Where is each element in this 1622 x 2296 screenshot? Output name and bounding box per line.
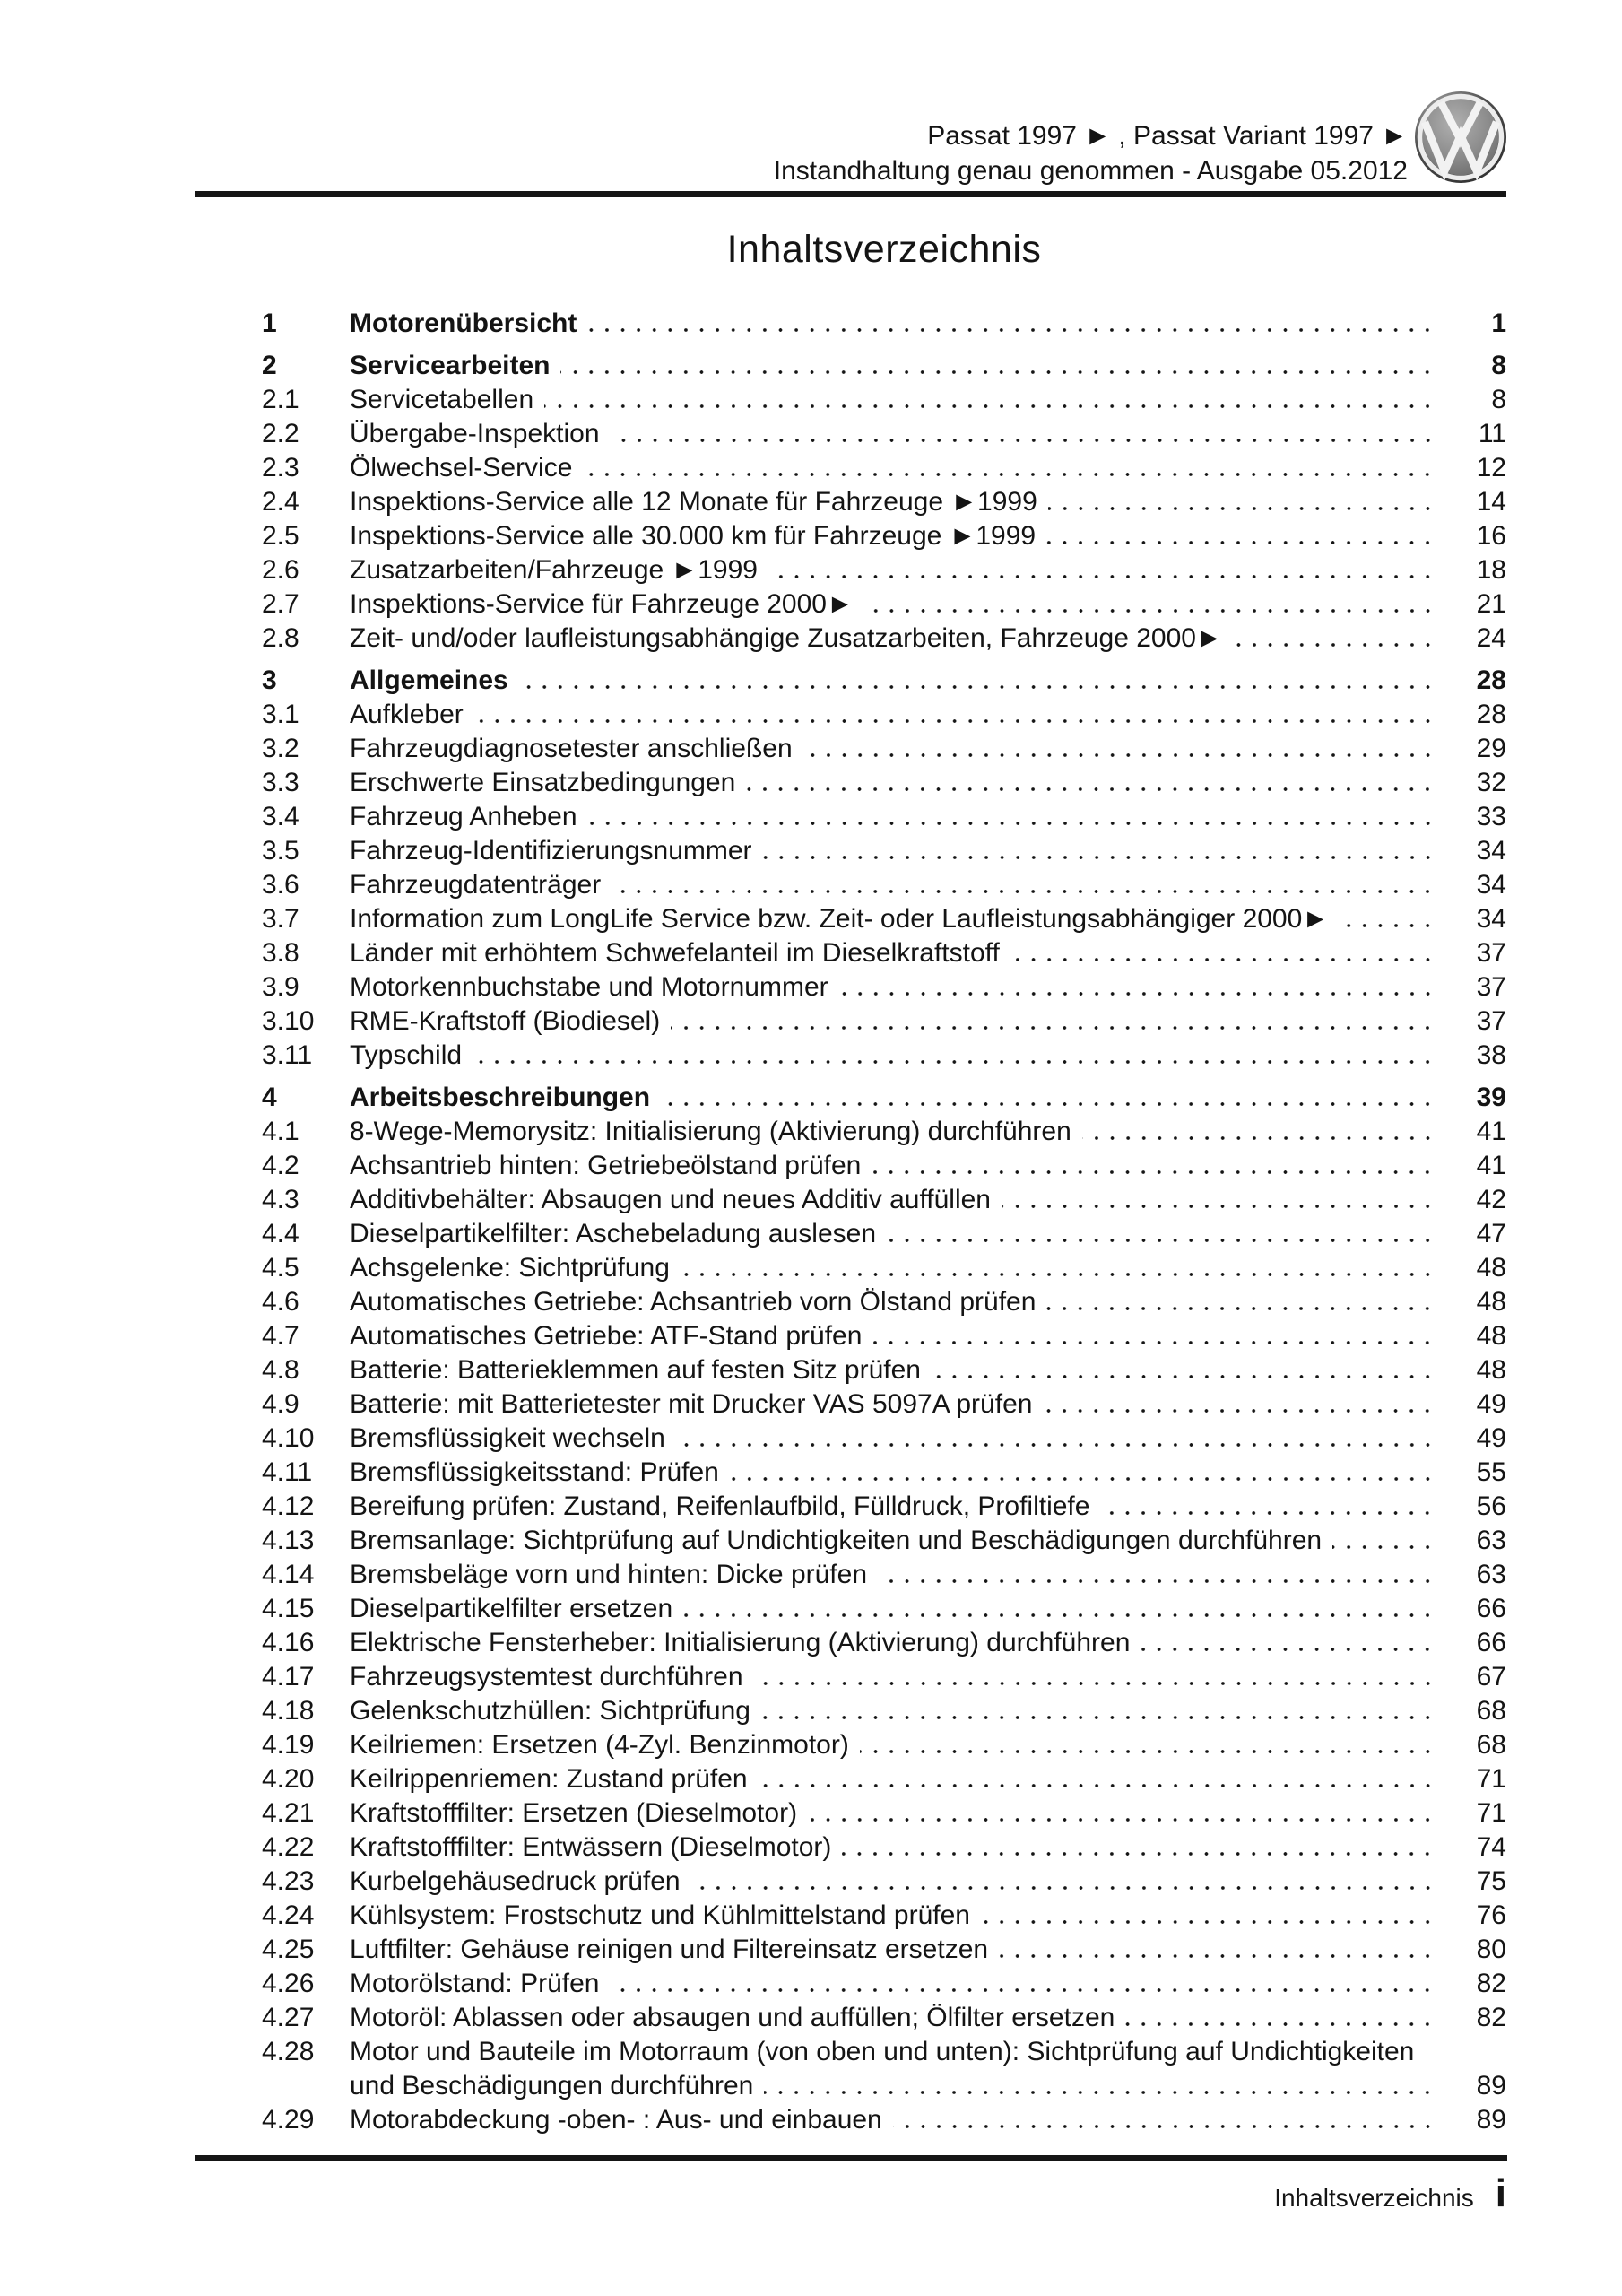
toc-entry-page: 48 — [1476, 1355, 1506, 1385]
toc-entry-number: 4.23 — [262, 1866, 315, 1896]
toc-entry — [262, 417, 1506, 451]
toc-entry-page: 34 — [1476, 870, 1506, 900]
toc-entry-page: 33 — [1476, 802, 1506, 831]
toc-entry-label: Kraftstofffilter: Ersetzen (Dieselmotor) — [350, 1798, 798, 1828]
dot-leader — [1046, 519, 1436, 553]
toc-entry — [262, 1081, 1506, 1115]
toc-entry-label: Luftfilter: Gehäuse reinigen und Filtereinsatz ersetzen — [350, 1935, 989, 1964]
toc-entry-label: Aufkleber — [350, 700, 464, 729]
toc-entry-page: 71 — [1476, 1798, 1506, 1828]
dot-leader — [759, 1762, 1436, 1796]
toc-entry-number: 4.16 — [262, 1628, 315, 1657]
toc-entry-page: 37 — [1476, 938, 1506, 968]
toc-entry-number: 4.26 — [262, 1969, 315, 1998]
dot-leader — [754, 1660, 1436, 1694]
toc-entry-page: 49 — [1476, 1389, 1506, 1419]
toc-entry-label: Inspektions-Service alle 12 Monate für Fahrzeuge ►1999 — [350, 487, 1037, 517]
dot-leader — [544, 383, 1436, 417]
toc-entry — [262, 1967, 1506, 2001]
toc-entry-number: 4.21 — [262, 1798, 315, 1828]
toc-entry — [262, 1899, 1506, 1933]
toc-entry-number: 4.7 — [262, 1321, 299, 1351]
toc-entry-label: Fahrzeugdiagnosetester anschließen — [350, 734, 793, 763]
toc-entry-label: Batterie: mit Batterietester mit Drucker VAS 5097A prüfen — [350, 1389, 1033, 1419]
toc-entry-number: 3.3 — [262, 768, 299, 797]
toc-entry — [262, 1694, 1506, 1728]
dot-leader — [746, 766, 1436, 800]
toc-entry-number: 4.29 — [262, 2105, 315, 2135]
toc-entry-number: 4.4 — [262, 1219, 299, 1248]
toc-entry-number: 3.6 — [262, 870, 299, 900]
toc-list — [262, 299, 1506, 2137]
toc-entry-page: 48 — [1476, 1287, 1506, 1317]
toc-entry — [262, 766, 1506, 800]
toc-entry-page: 89 — [1476, 2105, 1506, 2135]
dot-leader — [560, 349, 1436, 383]
toc-entry — [262, 698, 1506, 732]
dot-leader — [803, 732, 1436, 766]
toc-entry-number: 4.2 — [262, 1151, 299, 1180]
toc-entry-page: 63 — [1476, 1560, 1506, 1589]
toc-entry-number: 4.22 — [262, 1832, 315, 1862]
dot-leader — [872, 1319, 1436, 1353]
dot-leader — [588, 800, 1436, 834]
toc-entry-page: 67 — [1476, 1662, 1506, 1692]
dot-leader — [474, 698, 1436, 732]
toc-entry-number: 2.4 — [262, 487, 299, 517]
toc-entry-page: 82 — [1476, 1969, 1506, 1998]
toc-entry-label: Länder mit erhöhtem Schwefelanteil im Dieselkraftstoff — [350, 938, 1000, 968]
dot-leader — [1002, 1183, 1436, 1217]
toc-entry-number: 4.6 — [262, 1287, 299, 1317]
dot-leader — [661, 1081, 1436, 1115]
toc-entry-page: 14 — [1476, 487, 1506, 517]
toc-entry-label: Gelenkschutzhüllen: Sichtprüfung — [350, 1696, 750, 1726]
toc-entry — [262, 1728, 1506, 1762]
toc-entry-page: 76 — [1476, 1900, 1506, 1930]
toc-entry-label-continued: und Beschädigungen durchführen — [350, 2071, 754, 2100]
toc-entry-page: 28 — [1476, 700, 1506, 729]
toc-entry — [262, 1865, 1506, 1899]
toc-entry-page: 82 — [1476, 2003, 1506, 2032]
toc-entry — [262, 1004, 1506, 1039]
toc-entry-number: 2.1 — [262, 385, 299, 414]
toc-entry — [262, 1217, 1506, 1251]
toc-entry — [262, 383, 1506, 417]
toc-entry — [262, 485, 1506, 519]
toc-entry-number: 2.7 — [262, 589, 299, 619]
toc-entry-number: 4.3 — [262, 1185, 299, 1214]
toc-entry-number: 4.24 — [262, 1900, 315, 1930]
toc-entry-number: 2 — [262, 351, 277, 380]
toc-entry-page: 8 — [1491, 351, 1506, 380]
toc-entry-number: 3.4 — [262, 802, 299, 831]
toc-entry-page: 66 — [1476, 1594, 1506, 1623]
dot-leader — [1340, 902, 1436, 936]
dot-leader — [1043, 1387, 1436, 1422]
dot-leader — [1010, 936, 1436, 970]
toc-entry-label: Fahrzeugsystemtest durchführen — [350, 1662, 743, 1692]
toc-entry-label: Allgemeines — [350, 665, 508, 695]
toc-entry — [262, 553, 1506, 587]
toc-entry-label: Fahrzeug Anheben — [350, 802, 577, 831]
toc-entry-label: Übergabe-Inspektion — [350, 419, 600, 448]
toc-entry — [262, 1387, 1506, 1422]
dot-leader — [872, 1149, 1436, 1183]
toc-entry-label: Kurbelgehäusedruck prüfen — [350, 1866, 681, 1896]
toc-entry-label: Elektrische Fensterheber: Initialisierung (Aktivierung) durchführen — [350, 1628, 1131, 1657]
toc-entry-label: Servicearbeiten — [350, 351, 551, 380]
toc-entry — [262, 451, 1506, 485]
toc-entry — [262, 2035, 1506, 2103]
toc-entry-page: 56 — [1476, 1492, 1506, 1521]
toc-entry-number: 3.7 — [262, 904, 299, 934]
dot-leader — [893, 2103, 1436, 2137]
toc-entry-label: Keilrippenriemen: Zustand prüfen — [350, 1764, 748, 1794]
toc-entry-label: Bremsanlage: Sichtprüfung auf Undichtigkeiten und Beschädigungen durchführen — [350, 1526, 1323, 1555]
toc-entry-number: 3.8 — [262, 938, 299, 968]
toc-entry-page: 37 — [1476, 1006, 1506, 1036]
toc-entry-page: 29 — [1476, 734, 1506, 763]
toc-entry — [262, 902, 1506, 936]
dot-leader — [1082, 1115, 1436, 1149]
toc-entry-label: Motor und Bauteile im Motorraum (von oben und unten): Sichtprüfung auf Undichtigkeiten — [350, 2037, 1415, 2066]
toc-entry-label: Batterie: Batterieklemmen auf festen Sitz prüfen — [350, 1355, 921, 1385]
dot-leader — [860, 1728, 1436, 1762]
toc-entry-label: Motoröl: Ablassen oder absaugen und auffüllen; Ölfilter ersetzen — [350, 2003, 1115, 2032]
toc-entry-label: Servicetabellen — [350, 385, 534, 414]
toc-entry-page: 37 — [1476, 972, 1506, 1002]
toc-entry-page: 75 — [1476, 1866, 1506, 1896]
toc-entry-page: 55 — [1476, 1457, 1506, 1487]
toc-entry-page: 49 — [1476, 1423, 1506, 1453]
toc-entry-number: 3 — [262, 665, 277, 695]
header-rule — [195, 191, 1506, 197]
toc-entry-number: 4.19 — [262, 1730, 315, 1760]
toc-entry-page: 18 — [1476, 555, 1506, 585]
dot-leader — [1234, 622, 1436, 656]
toc-entry-page: 8 — [1491, 385, 1506, 414]
toc-entry — [262, 1626, 1506, 1660]
toc-entry-label: Bereifung prüfen: Zustand, Reifenlaufbild, Fülldruck, Profiltiefe — [350, 1492, 1090, 1521]
toc-entry-page: 63 — [1476, 1526, 1506, 1555]
toc-entry-label: Bremsflüssigkeitsstand: Prüfen — [350, 1457, 719, 1487]
dot-leader — [864, 587, 1436, 622]
toc-entry-number: 3.11 — [262, 1040, 313, 1070]
toc-entry — [262, 1353, 1506, 1387]
toc-entry — [262, 834, 1506, 868]
toc-entry-page: 71 — [1476, 1764, 1506, 1794]
toc-entry-page: 24 — [1476, 623, 1506, 653]
toc-entry-label: Zeit- und/oder laufleistungsabhängige Zusatzarbeiten, Fahrzeuge 2000► — [350, 623, 1223, 653]
dot-leader — [878, 1558, 1436, 1592]
toc-entry-number: 4.25 — [262, 1935, 315, 1964]
toc-entry — [262, 1660, 1506, 1694]
toc-entry-number: 4.18 — [262, 1696, 315, 1726]
toc-entry-page: 68 — [1476, 1696, 1506, 1726]
dot-leader — [764, 2069, 1436, 2103]
toc-entry — [262, 519, 1506, 553]
dot-leader — [1048, 485, 1436, 519]
toc-entry — [262, 1524, 1506, 1558]
footer-page-number: i — [1495, 2171, 1506, 2215]
toc-entry — [262, 1149, 1506, 1183]
toc-entry — [262, 1251, 1506, 1285]
toc-entry-number: 2.3 — [262, 453, 299, 483]
toc-entry-label: Fahrzeugdatenträger — [350, 870, 602, 900]
toc-entry-label: Automatisches Getriebe: Achsantrieb vorn Ölstand prüfen — [350, 1287, 1037, 1317]
toc-entry-label: Ölwechsel-Service — [350, 453, 573, 483]
dot-leader — [681, 1251, 1436, 1285]
toc-entry-page: 47 — [1476, 1219, 1506, 1248]
toc-entry — [262, 1762, 1506, 1796]
toc-entry — [262, 1456, 1506, 1490]
toc-entry-number: 4.28 — [262, 2037, 315, 2066]
toc-entry-number: 4.20 — [262, 1764, 315, 1794]
toc-entry-page: 32 — [1476, 768, 1506, 797]
toc-entry-page: 48 — [1476, 1253, 1506, 1283]
toc-entry-page: 39 — [1476, 1083, 1506, 1112]
toc-entry — [262, 1490, 1506, 1524]
toc-entry-label: Keilriemen: Ersetzen (4-Zyl. Benzinmotor) — [350, 1730, 849, 1760]
toc-entry-number: 3.5 — [262, 836, 299, 865]
dot-leader — [999, 1933, 1436, 1967]
toc-entry-page: 16 — [1476, 521, 1506, 551]
toc-entry-number: 4.13 — [262, 1526, 315, 1555]
toc-entry-number: 4.27 — [262, 2003, 315, 2032]
dot-leader — [887, 1217, 1436, 1251]
dot-leader — [808, 1796, 1436, 1831]
vw-logo-icon — [1414, 90, 1507, 185]
toc-entry-page: 11 — [1478, 419, 1506, 448]
toc-entry-number: 2.5 — [262, 521, 299, 551]
toc-entry-number: 2.8 — [262, 623, 299, 653]
dot-leader — [1100, 1490, 1436, 1524]
toc-entry-label: 8-Wege-Memorysitz: Initialisierung (Aktivierung) durchführen — [350, 1117, 1071, 1146]
toc-entry — [262, 349, 1506, 383]
toc-entry — [262, 868, 1506, 902]
toc-entry — [262, 1831, 1506, 1865]
dot-leader — [519, 664, 1436, 698]
toc-entry-label: Automatisches Getriebe: ATF-Stand prüfen — [350, 1321, 863, 1351]
footer-rule — [195, 2155, 1507, 2161]
toc-entry-label: Additivbehälter: Absaugen und neues Additiv auffüllen — [350, 1185, 991, 1214]
toc-entry-number: 4.12 — [262, 1492, 315, 1521]
toc-entry-page: 89 — [1476, 2071, 1506, 2100]
toc-entry-page: 34 — [1476, 836, 1506, 865]
toc-entry-label: Arbeitsbeschreibungen — [350, 1083, 651, 1112]
dot-leader — [612, 868, 1436, 902]
toc-entry-label: Motorenübersicht — [350, 309, 577, 338]
toc-entry — [262, 622, 1506, 656]
dot-leader — [610, 1967, 1436, 2001]
toc-entry-page: 80 — [1476, 1935, 1506, 1964]
toc-entry-label: Fahrzeug-Identifizierungsnummer — [350, 836, 752, 865]
toc-entry-page: 38 — [1476, 1040, 1506, 1070]
dot-leader — [1046, 1285, 1436, 1319]
dot-leader — [1125, 2001, 1436, 2035]
toc-entry-number: 4.1 — [262, 1117, 299, 1146]
toc-entry-label: Motorkennbuchstabe und Motornummer — [350, 972, 828, 1002]
toc-entry — [262, 1796, 1506, 1831]
toc-entry-label: Bremsbeläge vorn und hinten: Dicke prüfen — [350, 1560, 868, 1589]
toc-entry-page: 48 — [1476, 1321, 1506, 1351]
toc-entry-label: Motorabdeckung -oben- : Aus- und einbauen — [350, 2105, 882, 2135]
toc-entry — [262, 587, 1506, 622]
toc-entry-page: 42 — [1476, 1185, 1506, 1214]
toc-entry-label: Achsgelenke: Sichtprüfung — [350, 1253, 670, 1283]
toc-entry — [262, 936, 1506, 970]
dot-leader — [1141, 1626, 1436, 1660]
dot-leader — [583, 451, 1436, 485]
toc-entry-number: 3.9 — [262, 972, 299, 1002]
dot-leader — [1332, 1524, 1436, 1558]
toc-entry-page: 66 — [1476, 1628, 1506, 1657]
dot-leader — [611, 417, 1436, 451]
toc-entry — [262, 1285, 1506, 1319]
toc-entry — [262, 1115, 1506, 1149]
toc-entry — [262, 1319, 1506, 1353]
dot-leader — [676, 1422, 1436, 1456]
page-header — [774, 118, 1408, 188]
toc-entry — [262, 800, 1506, 834]
toc-entry-label: Dieselpartikelfilter: Aschebeladung auslesen — [350, 1219, 877, 1248]
dot-leader — [691, 1865, 1436, 1899]
toc-entry — [262, 1183, 1506, 1217]
footer-label: Inhaltsverzeichnis — [1274, 2184, 1474, 2212]
toc-entry-number: 4 — [262, 1083, 277, 1112]
toc-entry — [262, 1592, 1506, 1626]
toc-entry-number: 3.2 — [262, 734, 299, 763]
dot-leader — [763, 834, 1436, 868]
page-footer — [1274, 2171, 1506, 2215]
dot-leader — [587, 307, 1436, 341]
header-model-line: Passat 1997 ► , Passat Variant 1997 ► — [927, 121, 1408, 151]
toc-entry-page: 34 — [1476, 904, 1506, 934]
toc-entry-number: 2.6 — [262, 555, 299, 585]
toc-entry — [262, 732, 1506, 766]
toc-entry-label: Typschild — [350, 1040, 463, 1070]
toc-entry — [262, 2103, 1506, 2137]
header-edition-line: Instandhaltung genau genommen - Ausgabe 05.2012 — [773, 156, 1408, 186]
toc-entry-number: 4.15 — [262, 1594, 315, 1623]
toc-entry-number: 3.1 — [262, 700, 299, 729]
dot-leader — [730, 1456, 1436, 1490]
dot-leader — [473, 1039, 1436, 1073]
toc-entry — [262, 307, 1506, 341]
toc-entry — [262, 1039, 1506, 1073]
toc-entry-label: Kraftstofffilter: Entwässern (Dieselmotor) — [350, 1832, 832, 1862]
toc-entry-label: Achsantrieb hinten: Getriebeölstand prüfen — [350, 1151, 862, 1180]
toc-entry-label: Dieselpartikelfilter ersetzen — [350, 1594, 673, 1623]
toc-entry-number: 4.8 — [262, 1355, 299, 1385]
toc-entry-page: 74 — [1476, 1832, 1506, 1862]
toc-entry-number: 4.17 — [262, 1662, 315, 1692]
dot-leader — [981, 1899, 1436, 1933]
toc-entry-page: 68 — [1476, 1730, 1506, 1760]
toc-entry-label: Inspektions-Service alle 30.000 km für Fahrzeuge ►1999 — [350, 521, 1037, 551]
toc-entry-number: 4.5 — [262, 1253, 299, 1283]
toc-entry-label: Information zum LongLife Service bzw. Zeit- oder Laufleistungsabhängiger 2000► — [350, 904, 1329, 934]
dot-leader — [671, 1004, 1436, 1039]
toc-entry-label: Bremsflüssigkeit wechseln — [350, 1423, 665, 1453]
toc-entry-number: 3.10 — [262, 1006, 315, 1036]
toc-entry-number: 2.2 — [262, 419, 299, 448]
toc-entry-label: Inspektions-Service für Fahrzeuge 2000► — [350, 589, 854, 619]
toc-entry-label: Motorölstand: Prüfen — [350, 1969, 600, 1998]
toc-entry-page: 28 — [1476, 665, 1506, 695]
toc-entry-number: 1 — [262, 309, 277, 338]
toc-entry-page: 41 — [1476, 1151, 1506, 1180]
page-title: Inhaltsverzeichnis — [726, 228, 1042, 271]
toc-entry-label: Kühlsystem: Frostschutz und Kühlmittelstand prüfen — [350, 1900, 970, 1930]
toc-entry-page: 41 — [1476, 1117, 1506, 1146]
toc-entry-page: 12 — [1476, 453, 1506, 483]
dot-leader — [842, 1831, 1436, 1865]
toc-entry-label: Erschwerte Einsatzbedingungen — [350, 768, 736, 797]
toc-entry — [262, 1422, 1506, 1456]
toc-entry-number: 4.11 — [262, 1457, 313, 1487]
toc-entry-page: 1 — [1491, 309, 1506, 338]
toc-entry — [262, 1933, 1506, 1967]
dot-leader — [932, 1353, 1436, 1387]
dot-leader — [761, 1694, 1436, 1728]
toc-entry-label: Zusatzarbeiten/Fahrzeuge ►1999 — [350, 555, 758, 585]
toc-entry — [262, 664, 1506, 698]
dot-leader — [768, 553, 1436, 587]
dot-leader — [839, 970, 1436, 1004]
toc-entry — [262, 970, 1506, 1004]
toc-entry-number: 4.9 — [262, 1389, 299, 1419]
toc-entry-number: 4.14 — [262, 1560, 315, 1589]
toc-entry-page: 21 — [1476, 589, 1506, 619]
toc-entry — [262, 1558, 1506, 1592]
dot-leader — [683, 1592, 1436, 1626]
toc-entry — [262, 2001, 1506, 2035]
toc-entry-label: RME-Kraftstoff (Biodiesel) — [350, 1006, 661, 1036]
toc-entry-number: 4.10 — [262, 1423, 315, 1453]
